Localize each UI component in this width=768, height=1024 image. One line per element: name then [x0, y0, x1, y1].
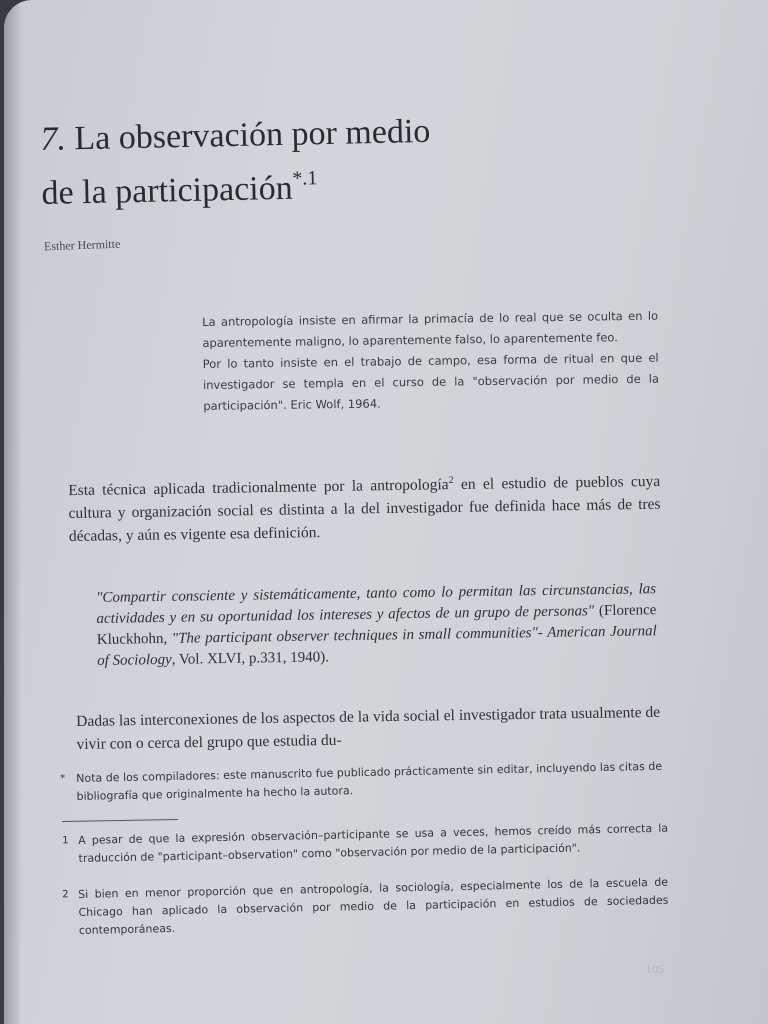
- footnote-1: [62, 820, 669, 868]
- epigraph: [202, 306, 659, 417]
- body-paragraph-1-b: en el estudio de pueblos cuya cultura y organización social es distinta a la del investigador fue definida hace más de tres décadas, y aún es vigente esa definición.: [68, 472, 661, 546]
- footnote-2-text: Si bien en menor proporción que en antropología, la sociología, especialmente los de la escuela de Chicago han aplicado la observación por medio de la participación en estudios de sociedades contemporáneas.: [78, 875, 669, 937]
- footnote-star: [60, 758, 663, 806]
- footnote-star-text: Nota de los compiladores: este manuscrito fue publicado prácticamente sin editar, incluyendo las citas de bibliografía que originalmente ha hecho la autora.: [76, 759, 663, 803]
- body-paragraph-2-text: Dadas las interconexiones de los aspectos de la vida social el investigador trata usualmente de vivir con o cerca del grupo que estudia du-: [76, 703, 661, 753]
- body-paragraph-1-a: Esta técnica aplicada tradicionalmente por la antropología: [68, 476, 449, 500]
- chapter-title-line2: de la participación: [41, 169, 294, 212]
- chapter-title-marks: *.1: [292, 167, 318, 190]
- chapter-title: [40, 106, 602, 216]
- body-paragraph-1: [68, 466, 661, 548]
- block-quote: [96, 579, 657, 672]
- footnote-1-mark: 1: [62, 835, 69, 847]
- quote-text: "Compartir consciente y sistemáticamente, tanto como lo permitan las circunstancias, las actividades y en su oportunidad los intereses y afectos de un grupo de personas": [96, 581, 657, 627]
- chapter-number: 7.: [40, 120, 67, 158]
- footnote-divider: [62, 819, 178, 822]
- epigraph-paragraph-2: Por lo tanto insiste en el trabajo de campo, esa forma de ritual en que el investigador se templa en el curso de la "observación por medio de la participación". Eric Wolf, 1964.: [202, 350, 660, 413]
- author-name: Esther Hermitte: [43, 236, 121, 254]
- page-number: 105: [646, 962, 664, 976]
- quote-ref-1: (Florence Kluckhohn,: [96, 602, 657, 648]
- footnote-2: [62, 874, 669, 940]
- footnote-1-text: A pesar de que la expresión observación–participante se usa a veces, hemos creído más correcta la traducción de "participant–observation" como "observación por medio de la participación".: [78, 821, 669, 865]
- footnote-ref-2: 2: [448, 474, 454, 487]
- footnote-star-mark: *: [60, 773, 66, 785]
- footnote-2-mark: 2: [62, 889, 69, 901]
- quote-ref-3: , Vol. XLVI, p.331, 1940).: [171, 649, 330, 668]
- chapter-title-line1: La observación por medio: [74, 112, 431, 158]
- quote-ref-2: "The participant observer techniques in small communities"- American Journal of Sociology: [97, 623, 657, 669]
- epigraph-paragraph-1: La antropología insiste en afirmar la primacía de lo real que se oculta en lo aparentemente maligno, lo aparentemente falso, lo aparentemente feo.: [202, 308, 659, 350]
- book-page: [4, 0, 768, 1024]
- body-paragraph-2: [76, 701, 661, 756]
